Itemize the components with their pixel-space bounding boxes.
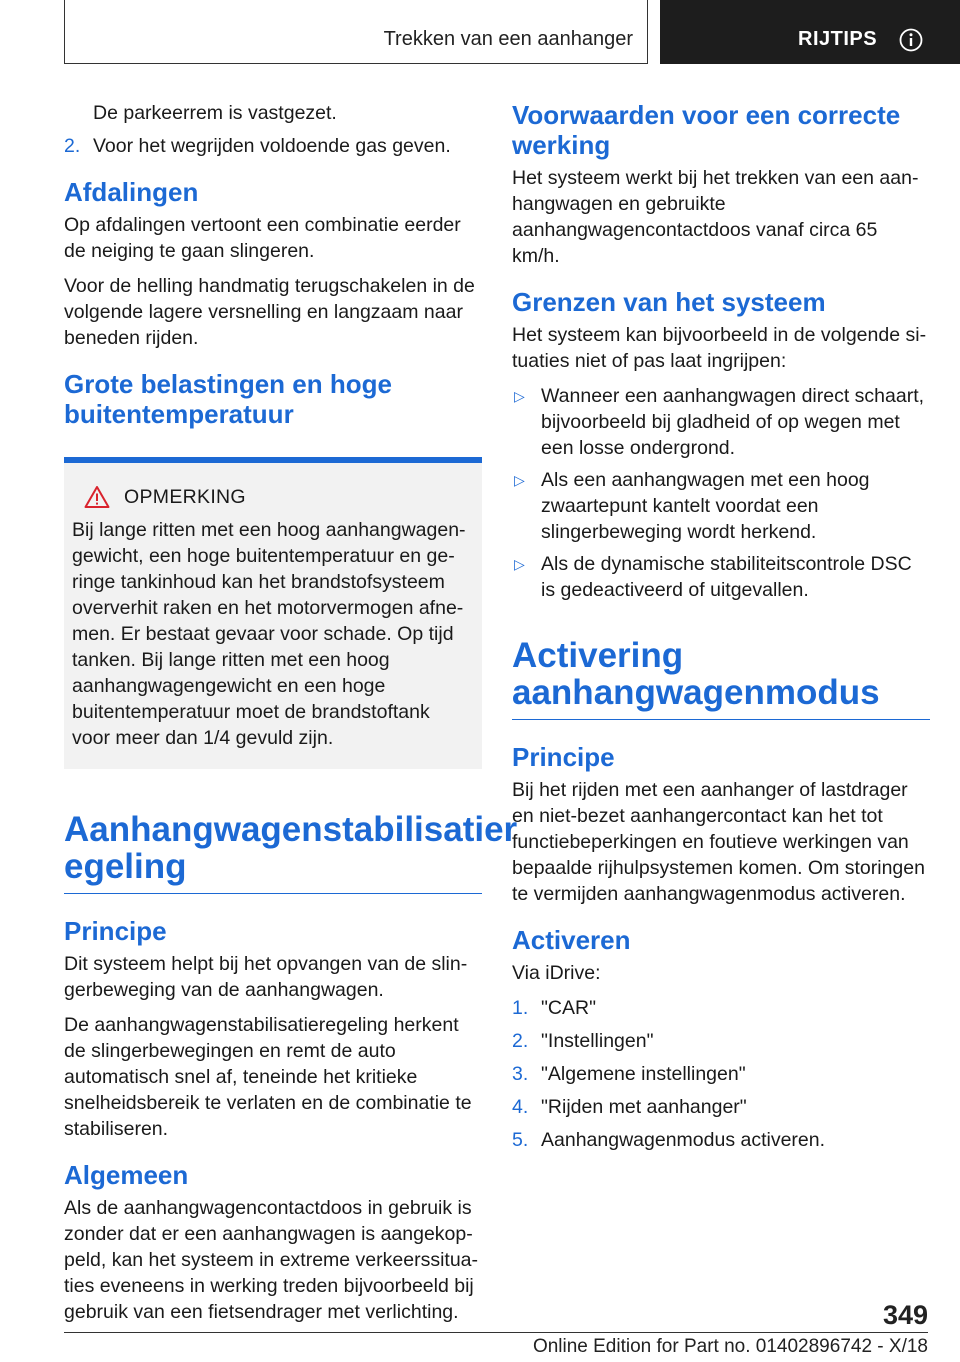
heading-grote-belastingen (64, 369, 482, 429)
step-number: 2. (64, 135, 81, 157)
notice-header (72, 485, 468, 509)
step-number: 1. (512, 997, 529, 1019)
list-item-step (512, 1127, 930, 1153)
heading-grenzen: Grenzen van het systeem (512, 287, 826, 317)
heading-afdalingen: Afdalingen (64, 177, 199, 207)
section-grenzen (512, 287, 930, 603)
heading-line: Grote belastingen en hoge (64, 369, 392, 399)
paragraph: De aanhangwagenstabilisatieregeling herkent de slingerbewegingen en remt de auto automatisch snel af, teneinde het kritieke snelheidsbereik te verlaten en de combinatie te stabiliseren. (64, 1014, 472, 1140)
heading-rule (512, 719, 930, 720)
heading-line: aanhangwagenmodus (512, 673, 880, 712)
section-activering (512, 637, 930, 720)
step-text: Voor het wegrijden voldoende gas geven. (93, 135, 451, 157)
list-item (512, 383, 930, 461)
heading-voorwaarden: Voorwaarden voor een correcte werking (512, 100, 901, 160)
list-item-text: Wanneer een aanhangwagen direct schaart, bijvoorbeeld bij gladheid of op wegen met een losse ondergrond. (541, 385, 925, 459)
step-continuation: De parkeerrem is vastgezet. (93, 102, 337, 124)
heading-rule (64, 893, 482, 894)
paragraph: Voor de helling handmatig terugschakelen in de volgende lagere versnelling en langzaam naar beneden rijden. (64, 275, 475, 349)
section-principe-left (64, 916, 482, 1142)
heading-aanhangwagenstabilisatieregeling (64, 810, 518, 886)
heading-line: egeling (64, 847, 187, 886)
page-number: 349 (882, 1300, 928, 1330)
step-number: 2. (512, 1030, 529, 1052)
list-item-step (512, 1028, 930, 1054)
paragraph: Het systeem kan bijvoorbeeld in de volgende situaties niet of pas laat ingrijpen: (512, 324, 927, 372)
heading-line: Activering (512, 636, 684, 675)
section-principe-right (512, 742, 930, 907)
heading-line: Aanhangwagenstabilisatier (64, 810, 518, 849)
header-category-label: RIJTIPS (798, 28, 878, 50)
section-afdalingen (64, 177, 482, 351)
list-item-text: Als de dynamische stabiliteitscontrole DSC is gedeactiveerd of uitgevallen. (541, 553, 912, 601)
list-item (512, 551, 930, 603)
paragraph: Het systeem werkt bij het trekken van een aanhangwagen en gebruikte aanhangwagencontactdoos vanaf circa 65 km/h. (512, 167, 919, 267)
step-number: 4. (512, 1096, 529, 1118)
paragraph: Via iDrive: (512, 962, 601, 984)
paragraph: Op afdalingen vertoont een combinatie eerder de neiging te gaan slingeren. (64, 214, 461, 262)
notice-box (64, 457, 482, 769)
step-text: "Instellingen" (541, 1030, 654, 1052)
header-category-tab (660, 0, 960, 64)
step-text: "Algemene instellingen" (541, 1063, 746, 1085)
list-item-step-2 (64, 133, 482, 159)
list-item-step (512, 1061, 930, 1087)
header-section-title: Trekken van een aanhanger (383, 28, 633, 50)
heading-algemeen: Algemeen (64, 1160, 189, 1190)
section-activeren (512, 925, 930, 1153)
heading-activeren: Activeren (512, 925, 631, 955)
step-text: "Rijden met aanhanger" (541, 1096, 747, 1118)
paragraph: Dit systeem helpt bij het opvangen van de slingerbeweging van de aanhangwagen. (64, 953, 468, 1001)
section-grote-belastingen (64, 369, 482, 429)
heading-principe: Principe (64, 916, 167, 946)
paragraph: Als de aanhangwagencontactdoos in gebruik is zonder dat er een aanhangwagen is aangekoppeld, kan het systeem in extreme verkeerssituaties eveneens in werking treden bijvoorbeeld bij gebruik van een fietsendrager met verlichting. (64, 1197, 479, 1323)
warning-triangle-icon (84, 485, 110, 509)
step-text: Aanhangwagenmodus activeren. (541, 1129, 826, 1151)
heading-activering-aanhangwagenmodus (512, 637, 930, 711)
paragraph: Bij het rijden met een aanhanger of lastdrager en niet-bezet aanhangercontact kan het tot functiebeperkingen en foutieve werkingen van bepaalde rijhulpsystemen komen. Om storingen te vermijden aanhangwagenmodus activeren. (512, 779, 925, 905)
right-column (512, 100, 930, 1160)
list-item-step (512, 1094, 930, 1120)
info-icon (899, 28, 923, 52)
bullet-triangle-icon: ▷ (514, 472, 525, 488)
section-voorwaarden (512, 100, 930, 269)
heading-line: buitentemperatuur (64, 399, 294, 429)
section-algemeen (64, 1160, 482, 1325)
footer-edition: Online Edition for Part no. 01402896742 - X/18 (532, 1336, 928, 1357)
list-item-step (512, 995, 930, 1021)
notice-title: OPMERKING (124, 485, 246, 508)
step-number: 5. (512, 1129, 529, 1151)
header-section-tab (64, 0, 648, 64)
section-stabilisatie (64, 810, 518, 894)
list-item-text: Als een aanhangwagen met een hoog zwaartepunt kantelt voordat een slingerbeweging wordt herkend. (541, 469, 870, 543)
heading-principe: Principe (512, 742, 615, 772)
footer-rule (64, 1332, 928, 1333)
notice-text: Bij lange ritten met een hoog aanhangwagengewicht, een hoge buitentemperatuur en geringe tankinhoud kan het brandstofsysteem oververhit raken en het motorvermogen afnemen. Er bestaat gevaar voor schade. Op tijd tanken. Bij lange ritten met een hoog aanhangwagengewicht en een hoge buitentemperatuur moet de brandstoftank voor meer dan 1/4 gevuld zijn. (72, 519, 466, 749)
step-number: 3. (512, 1063, 529, 1085)
step-text: "CAR" (541, 997, 597, 1019)
bullet-triangle-icon: ▷ (514, 388, 525, 404)
left-column (64, 100, 518, 1334)
bullet-triangle-icon: ▷ (514, 556, 525, 572)
list-item (512, 467, 930, 545)
